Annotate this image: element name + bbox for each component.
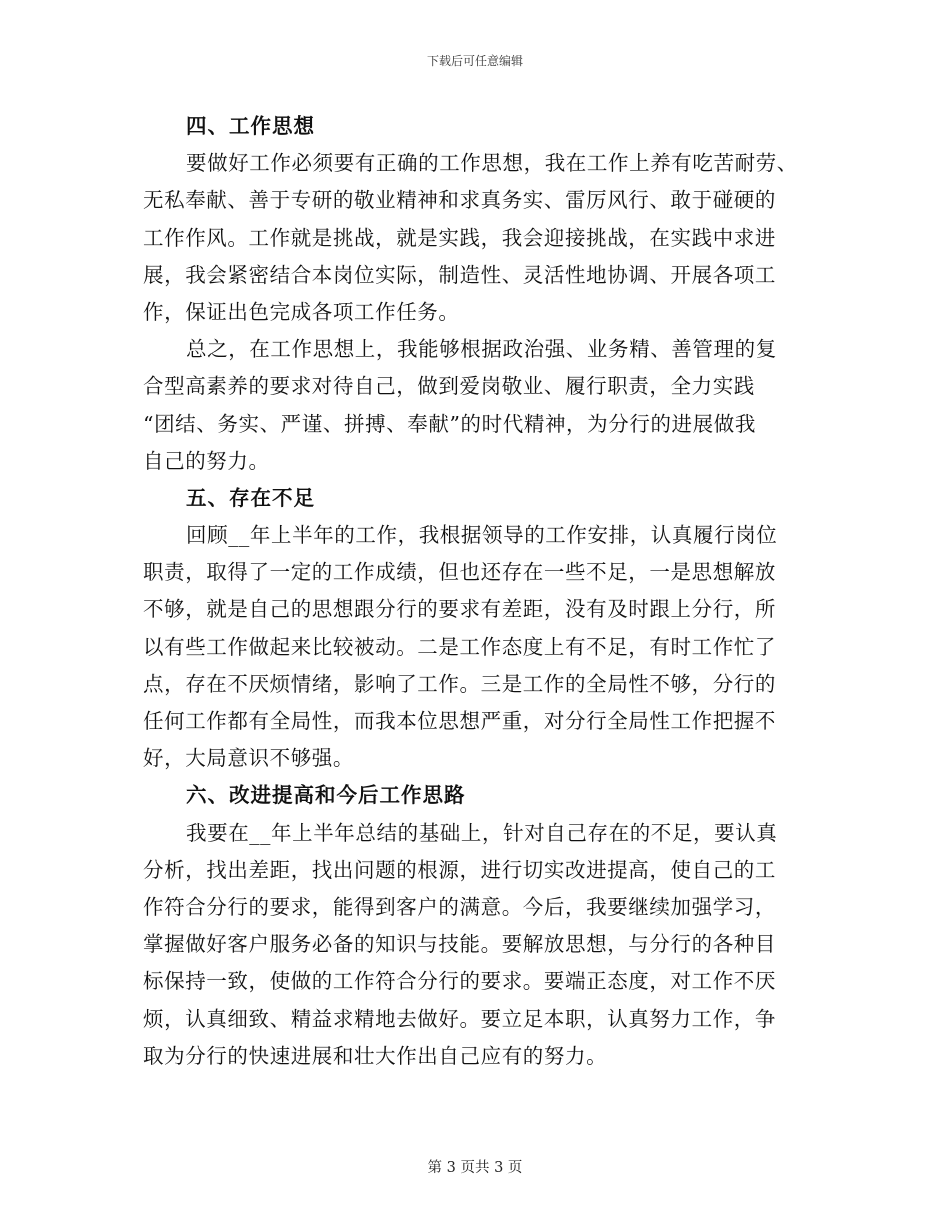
paragraph-line: 我要在__年上半年总结的基础上，针对自己存在的不足，要认真	[186, 820, 778, 845]
section-heading-4: 四、工作思想	[186, 114, 315, 138]
paragraph-line: 掌握做好客户服务必备的知识与技能。要解放思想，与分行的各种目	[143, 932, 776, 957]
paragraph-line: 职责，取得了一定的工作成绩，但也还存在一些不足，一是思想解放	[143, 560, 776, 585]
section-heading-6: 六、改进提高和今后工作思路	[186, 783, 466, 808]
paragraph-line: 自己的努力。	[143, 448, 270, 473]
paragraph-line: 取为分行的快速进展和壮大作出自己应有的努力。	[143, 1043, 608, 1068]
paragraph-line: 工作作风。工作就是挑战，就是实践，我会迎接挑战，在实践中求进	[143, 225, 776, 250]
document-body	[143, 108, 809, 1075]
paragraph-line: 烦，认真细致、精益求精地去做好。要立足本职，认真努力工作，争	[143, 1006, 776, 1031]
section-heading-5: 五、存在不足	[186, 485, 315, 510]
paragraph-line: 点，存在不厌烦情绪，影响了工作。三是工作的全局性不够，分行的	[143, 671, 776, 696]
paragraph-line: 总之，在工作思想上，我能够根据政治强、业务精、善管理的复	[186, 337, 777, 362]
paragraph-line: 分析，找出差距，找出问题的根源，进行切实改进提高，使自己的工	[143, 857, 776, 882]
paragraph-line: 好，大局意识不够强。	[143, 746, 354, 771]
paragraph-line: 不够，就是自己的思想跟分行的要求有差距，没有及时跟上分行，所	[143, 597, 776, 622]
paragraph-line: 合型高素养的要求对待自己，做到爱岗敬业、履行职责，全力实践	[143, 374, 755, 399]
paragraph-line: 以有些工作做起来比较被动。二是工作态度上有不足，有时工作忙了	[143, 634, 776, 659]
paragraph-line: 要做好工作必须要有正确的工作思想，我在工作上养有吃苦耐劳、	[186, 151, 798, 176]
page-number: 第 3 页共 3 页	[427, 1160, 523, 1176]
page-header: 下载后可任意编辑	[426, 54, 523, 68]
paragraph-line: 作，保证出色完成各项工作任务。	[143, 299, 460, 324]
paragraph-line: 任何工作都有全局性，而我本位思想严重，对分行全局性工作把握不	[143, 709, 776, 733]
paragraph-line: “团结、务实、严谨、拼搏、奉献”的时代精神，为分行的进展做我	[143, 411, 756, 436]
paragraph-line: 无私奉献、善于专研的敬业精神和求真务实、雷厉风行、敢于碰硬的	[143, 188, 776, 213]
paragraph-line: 展，我会紧密结合本岗位实际，制造性、灵活性地协调、开展各项工	[143, 262, 776, 287]
paragraph-line: 回顾__年上半年的工作，我根据领导的工作安排，认真履行岗位	[186, 523, 778, 548]
paragraph-line: 标保持一致，使做的工作符合分行的要求。要端正态度，对工作不厌	[143, 969, 776, 994]
paragraph-line: 作符合分行的要求，能得到客户的满意。今后，我要继续加强学习，	[143, 894, 776, 919]
